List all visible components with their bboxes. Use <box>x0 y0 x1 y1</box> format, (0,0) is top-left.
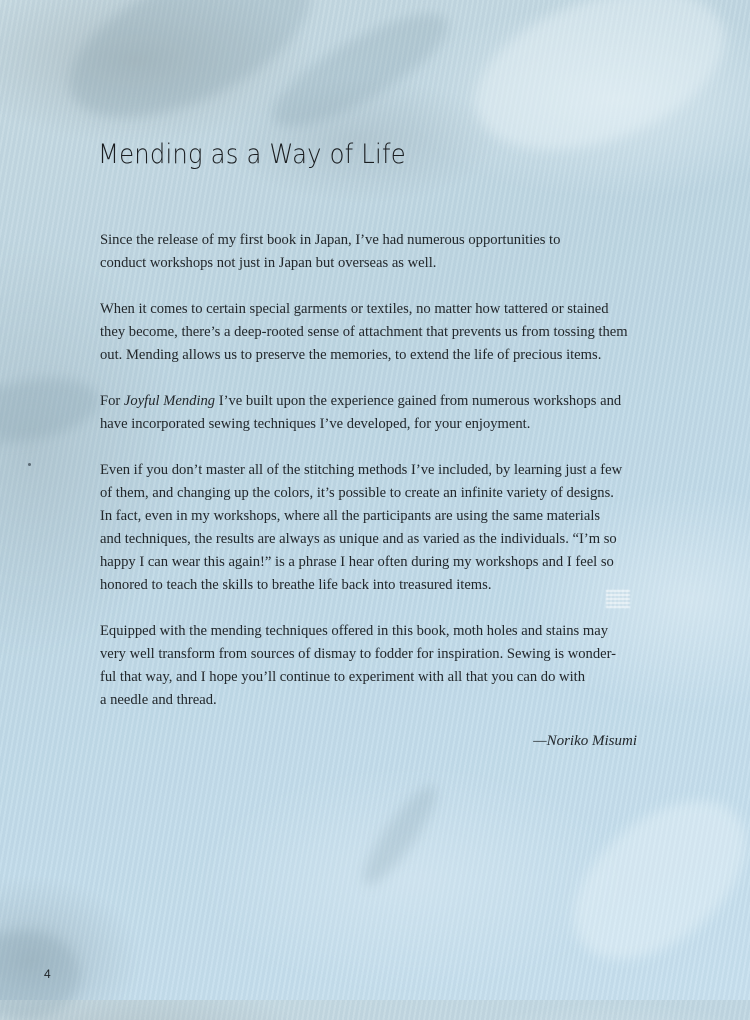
paragraph-5 <box>100 620 640 712</box>
text-run: For <box>100 393 124 409</box>
paragraph-2 <box>100 298 640 367</box>
author-signature: —Noriko Misumi <box>533 733 637 749</box>
page-number: 4 <box>44 967 51 981</box>
body-text <box>100 229 640 735</box>
text-line: out. Mending allows us to preserve the memories, to extend the life of precious items. <box>100 347 602 363</box>
text-run: I’ve built upon the experience gained from numerous workshops and <box>215 393 622 409</box>
text-line: When it comes to certain special garments or textiles, no matter how tattered or stained <box>100 301 609 317</box>
book-title-italic: Joyful Mending <box>123 393 216 409</box>
paragraph-1 <box>100 229 640 275</box>
text-line: happy I can wear this again!” is a phrase I hear often during my workshops and I feel so <box>100 554 614 570</box>
paragraph-4 <box>100 459 640 597</box>
text-line: a needle and thread. <box>100 692 217 708</box>
text-line: Equipped with the mending techniques offered in this book, moth holes and stains may <box>100 623 608 639</box>
text-line: Since the release of my first book in Japan, I’ve had numerous opportunities to <box>100 232 561 248</box>
text-line: of them, and changing up the colors, it’s possible to create an infinite variety of designs. <box>100 485 614 501</box>
text-line: conduct workshops not just in Japan but overseas as well. <box>100 255 437 271</box>
text-line: ful that way, and I hope you’ll continue to experiment with all that you can do with <box>100 669 585 685</box>
paragraph-3 <box>100 390 640 436</box>
text-line: very well transform from sources of dismay to fodder for inspiration. Sewing is wonder- <box>100 646 617 662</box>
text-line <box>100 390 640 413</box>
page-title: Mending as a Way of Life <box>98 139 406 170</box>
text-line: In fact, even in my workshops, where all the participants are using the same materials <box>100 508 601 524</box>
text-line: and techniques, the results are always as unique and as varied as the individuals. “I’m so <box>100 531 617 547</box>
text-line: have incorporated sewing techniques I’ve developed, for your enjoyment. <box>100 416 531 432</box>
text-line: they become, there’s a deep-rooted sense of attachment that prevents us from tossing them <box>100 324 628 340</box>
text-line: Even if you don’t master all of the stitching methods I’ve included, by learning just a few <box>100 462 623 478</box>
text-line: honored to teach the skills to breathe life back into treasured items. <box>100 577 492 593</box>
